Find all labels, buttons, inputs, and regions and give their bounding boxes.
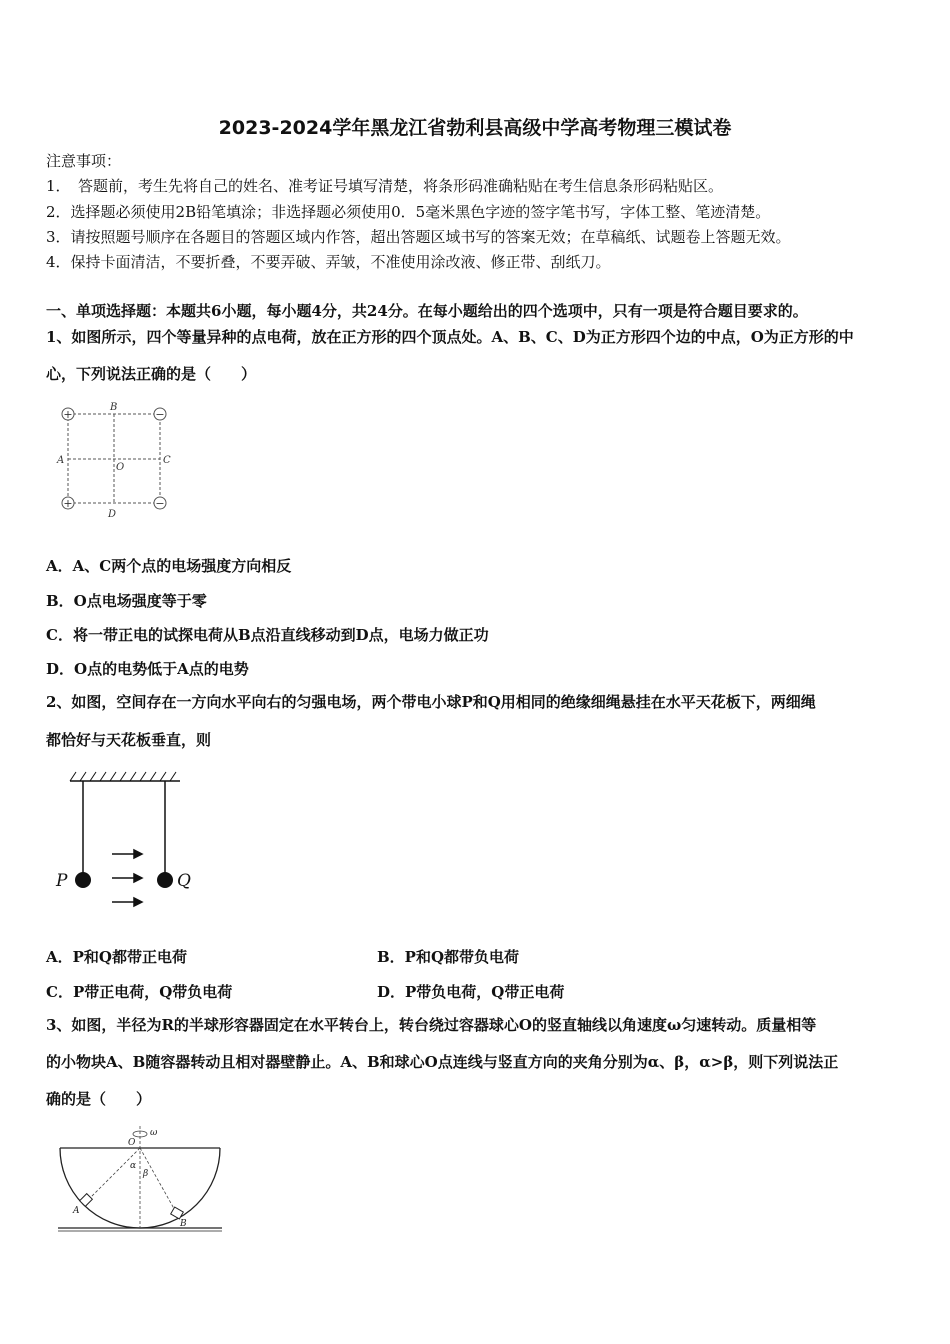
q1-stem-line2: 心，下列说法正确的是（ ） [46,365,257,383]
label-omega: ω [150,1128,158,1138]
label-alpha: α [130,1161,137,1171]
ball-p [75,872,91,888]
notice-item-4: 4．保持卡面清洁，不要折叠，不要弄破、弄皱，不准使用涂改液、修正带、刮纸刀。 [46,253,611,271]
notice-item-1: 1． 答题前，考生先将自己的姓名、准考证号填写清楚，将条形码准确粘贴在考生信息条形码粘贴区。 [46,177,724,195]
q2-figure [50,768,200,913]
line-ob [140,1148,177,1214]
q1-option-d: D．O点的电势低于A点的电势 [46,660,249,678]
page-title: 2023-2024学年黑龙江省勃利县高级中学高考物理三模试卷 [218,117,732,139]
notice-item-3: 3．请按照题号顺序在各题目的答题区域内作答，超出答题区域书写的答案无效；在草稿纸、试题卷上答题无效。 [46,228,791,246]
label-b: B [180,1219,187,1229]
ball-q [157,872,173,888]
label-q: Q [177,871,191,891]
q3-stem-line3: 确的是（ ） [46,1090,152,1108]
notice-item-2: 2．选择题必须使用2B铅笔填涂；非选择题必须使用0．5毫米黑色字迹的签字笔书写，字体工整、笔迹清楚。 [46,203,771,221]
q2-option-c: C．P带正电荷，Q带负电荷 [46,983,233,1001]
block-a [80,1194,93,1207]
q1-option-a: A．A、C两个点的电场强度方向相反 [46,557,292,575]
q1-option-c: C．将一带正电的试探电荷从B点沿直线移动到D点，电场力做正功 [46,626,489,644]
label-o: O [128,1138,136,1148]
notice-heading: 注意事项： [46,152,122,170]
label-d: D [108,509,117,520]
charge-sign-tr: − [155,408,165,421]
q2-option-a: A．P和Q都带正电荷 [46,948,187,966]
q2-option-b: B．P和Q都带负电荷 [377,948,520,966]
q1-option-b: B．O点电场强度等于零 [46,592,207,610]
q1-figure [50,395,180,521]
label-beta: β [143,1169,149,1179]
label-p: P [56,871,68,891]
charge-sign-bl: + [63,497,73,510]
line-oa [86,1148,140,1202]
q3-stem-line1: 3、如图，半径为R的半球形容器固定在水平转台上，转台绕过容器球心O的竖直轴线以角速度ω匀速转动。质量相等 [46,1016,817,1034]
charge-sign-tl: + [63,408,73,421]
label-b: B [110,402,118,413]
field-arrows [112,850,142,906]
label-o: O [116,462,125,473]
q2-stem-line2: 都恰好与天花板垂直，则 [46,731,212,749]
q3-stem-line2: 的小物块A、B随容器转动且相对器壁静止。A、B和球心O点连线与竖直方向的夹角分别为α、β，α>β，则下列说法正 [46,1053,839,1071]
ceiling-hatching [70,772,176,781]
q1-stem-line1: 1、如图所示，四个等量异种的点电荷，放在正方形的四个顶点处。A、B、C、D为正方形四个边的中点，O为正方形的中 [46,328,854,346]
label-c: C [163,455,171,466]
label-a: A [57,455,65,466]
q2-option-d: D．P带负电荷，Q带正电荷 [377,983,565,1001]
charge-sign-br: − [155,497,165,510]
q3-figure [50,1118,230,1236]
q2-stem-line1: 2、如图，空间存在一方向水平向右的匀强电场，两个带电小球P和Q用相同的绝缘细绳悬挂在水平天花板下，两细绳 [46,693,816,711]
section-heading: 一、单项选择题：本题共6小题，每小题4分，共24分。在每小题给出的四个选项中，只有一项是符合题目要求的。 [46,302,808,320]
label-a: A [73,1206,80,1216]
